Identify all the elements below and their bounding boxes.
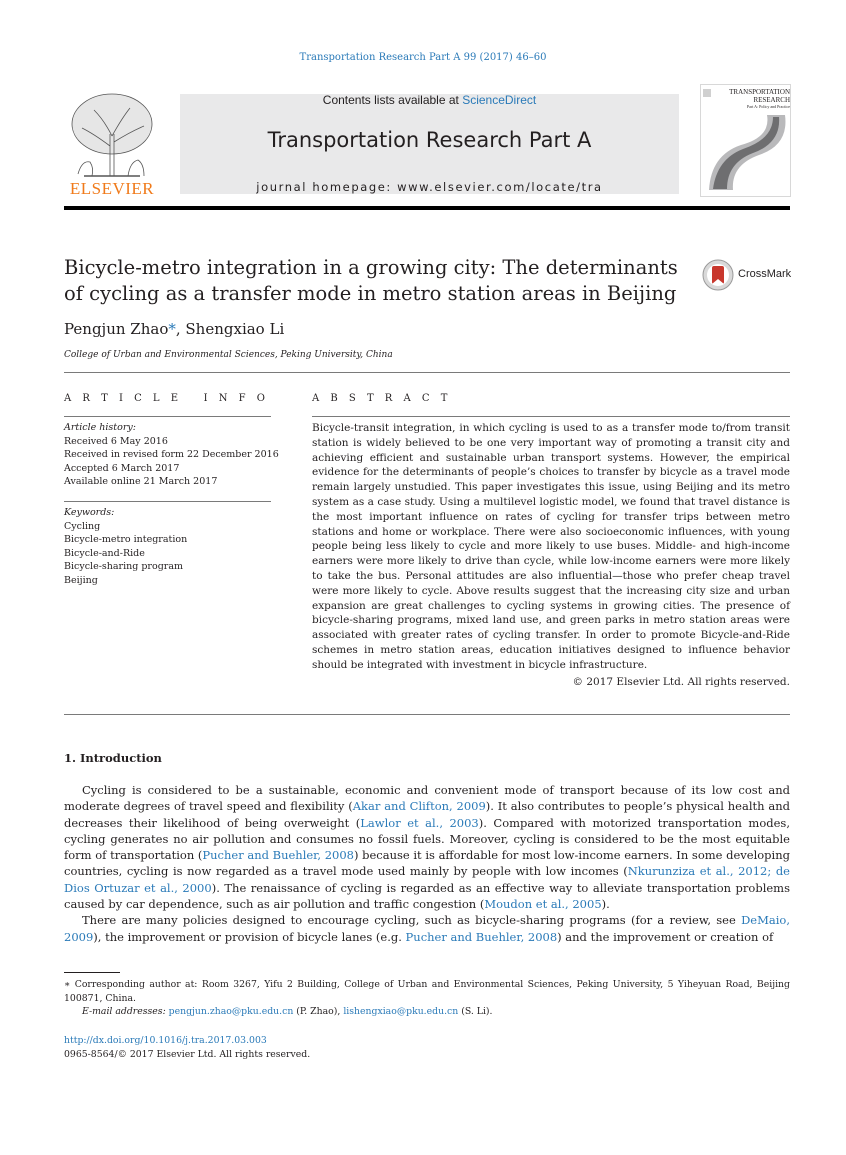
email-note [64,1005,790,1019]
keyword: Bicycle-sharing program [64,561,183,572]
affiliation: College of Urban and Environmental Sciences, Peking University, China [64,350,393,360]
email-owner-li: (S. Li). [458,1006,493,1017]
journal-title: Transportation Research Part A [267,128,592,152]
article-info-rule [64,416,271,417]
contents-line [180,93,679,107]
paragraph-text: ). It also contributes to people’s physical health and decreases their likelihood of being overweight ( [64,799,790,830]
cover-title [712,88,790,110]
author-separator: , [175,320,186,338]
doi-link[interactable]: http://dx.doi.org/10.1016/j.tra.2017.03.003 [64,1035,267,1046]
contents-prefix: Contents lists available at [322,93,463,107]
journal-citation[interactable]: Transportation Research Part A 99 (2017) 46–60 [299,52,547,63]
article-title: Bicycle-metro integration in a growing city: The determinants of cycling as a transfer mode in metro station areas in Beijing [64,256,678,305]
doi-block [64,1034,310,1062]
paragraph [64,782,790,912]
issn-line: 0965-8564/© 2017 Elsevier Ltd. All rights reserved. [64,1049,311,1060]
author-zhao: Pengjun Zhao [64,320,169,338]
abstract-copyright: © 2017 Elsevier Ltd. All rights reserved. [572,676,790,688]
paragraph-text: ). Compared with motorized transportation modes, cycling generates no air pollution and consumes no fossil fuels. Moreover, cycling is considered to be the most equitable form of transportation ( [64,815,790,863]
keyword: Bicycle-metro integration [64,534,188,545]
introduction-body [64,782,790,945]
abstract-end-rule [64,714,790,715]
paragraph-text: There are many policies designed to encourage cycling, such as bicycle-sharing programs (for a review, see [82,913,742,928]
keywords-label: Keywords: [64,507,115,518]
citation-link[interactable]: Moudon et al., 2005 [484,897,602,912]
abstract-rule [312,416,790,417]
email-link-zhao[interactable]: pengjun.zhao@pku.edu.cn [168,1006,294,1017]
journal-homepage[interactable]: journal homepage: www.elsevier.com/locate/tra [256,180,603,194]
email-owner-zhao: (P. Zhao), [293,1006,344,1017]
section-heading-introduction: 1. Introduction [64,751,162,765]
cover-title-line2: RESEARCH [753,96,790,104]
paragraph-text: Cycling is considered to be a sustainable, economic and convenient mode of transport because of its low cost and moderate degrees of travel speed and flexibility ( [64,783,790,814]
history-received: Received 6 May 2016 [64,435,168,447]
author-list [64,320,284,338]
email-link-li[interactable]: lishengxiao@pku.edu.cn [343,1006,459,1017]
article-history [64,421,279,489]
paragraph [64,912,790,945]
sciencedirect-link[interactable]: ScienceDirect [462,93,537,107]
keywords-block [64,506,279,587]
paragraph-text: ) and the improvement or creation of [557,929,774,944]
citation-link[interactable]: Lawlor et al., 2003 [360,815,479,830]
author-li: Shengxiao Li [185,320,285,338]
article-info-heading: A R T I C L E I N F O [64,393,269,404]
corresponding-author-note: ∗ Corresponding author at: Room 3267, Yifu 2 Building, College of Urban and Environmental Sciences, Peking University, 5 Yiheyuan Road, Beijing 100871, China. [64,979,790,1004]
cover-title-line1: TRANSPORTATION [729,88,790,96]
citation-link[interactable]: Nkurunziza et al., 2012; de Dios Ortuzar et al., 2000 [64,864,790,895]
email-label: E-mail addresses: [82,1006,169,1017]
footnotes [64,978,790,1019]
keyword: Cycling [64,520,101,532]
paragraph-text: ) because it is affordable for most low-income earners. In some developing countries, cycling is now regarded as a travel mode used mainly by people with low incomes ( [64,848,790,879]
abstract-text: Bicycle-transit integration, in which cycling is used to as a transfer mode to/from transit station is widely believed to be one very important way of promoting a transit city and achieving efficient and sustainable urban transport systems. However, the empirical evidence for the determinants of people’s choices to transfer by bicycle as a travel mode remain largely unstudied. This paper investigates this issue, using Beijing and its metro system as a case study. Using a multilevel logistic model, we found that travel distance is the most important influence on rates of cycling for transfer trips between metro stations and home or workplace. There were also socioeconomic influences, with young people being less likely to cycle and more likely to use buses. Middle- and high-income earners were more likely to drive than cycle, while low-income earners were more likely to take the bus. Personal attitudes are also influential—those who prefer cheap travel were more likely to cycle. Above results suggest that the increasing city size and urban expansion are great challenges to cycling systems in growing cities. The presence of bicycle-sharing programs, mixed land use, and green parks in metro station areas were associated with greater rates of cycling transfer. In order to promote Bicycle-and-Ride schemes in metro station areas, education initiatives designed to influence behavior should be integrated with investment in bicycle infrastructure. [312,422,790,671]
history-accepted: Accepted 6 March 2017 [64,462,180,474]
citation-link[interactable]: DeMaio, 2009 [64,913,790,944]
citation-link[interactable]: Akar and Clifton, 2009 [352,799,486,814]
corresponding-author-mark[interactable]: * [168,320,176,338]
title-rule [64,372,790,373]
crossmark-icon[interactable] [702,259,734,291]
keyword: Beijing [64,574,98,586]
keywords-rule [64,501,271,502]
paragraph-text: ). The renaissance of cycling is regarded as an effective way to alleviate transportation problems caused by car dependence, such as air pollution and traffic congestion ( [64,880,790,912]
citation-link[interactable]: Pucher and Buehler, 2008 [202,848,354,863]
citation-link[interactable]: Pucher and Buehler, 2008 [405,929,558,944]
history-label: Article history: [64,422,136,433]
history-revised: Received in revised form 22 December 2016 [64,449,279,460]
history-online: Available online 21 March 2017 [64,476,218,487]
keyword: Bicycle-and-Ride [64,547,145,559]
elsevier-wordmark: ELSEVIER [69,179,155,198]
paragraph-text: ). [601,897,610,912]
header-rule [64,206,790,210]
cover-subtitle: Part A: Policy and Practice [746,104,790,109]
abstract-heading: A B S T R A C T [312,393,452,404]
footnote-rule [64,972,120,973]
crossmark-label[interactable]: CrossMark [738,268,792,280]
paragraph-text: ), the improvement or provision of bicycle lanes (e.g. [93,929,406,944]
